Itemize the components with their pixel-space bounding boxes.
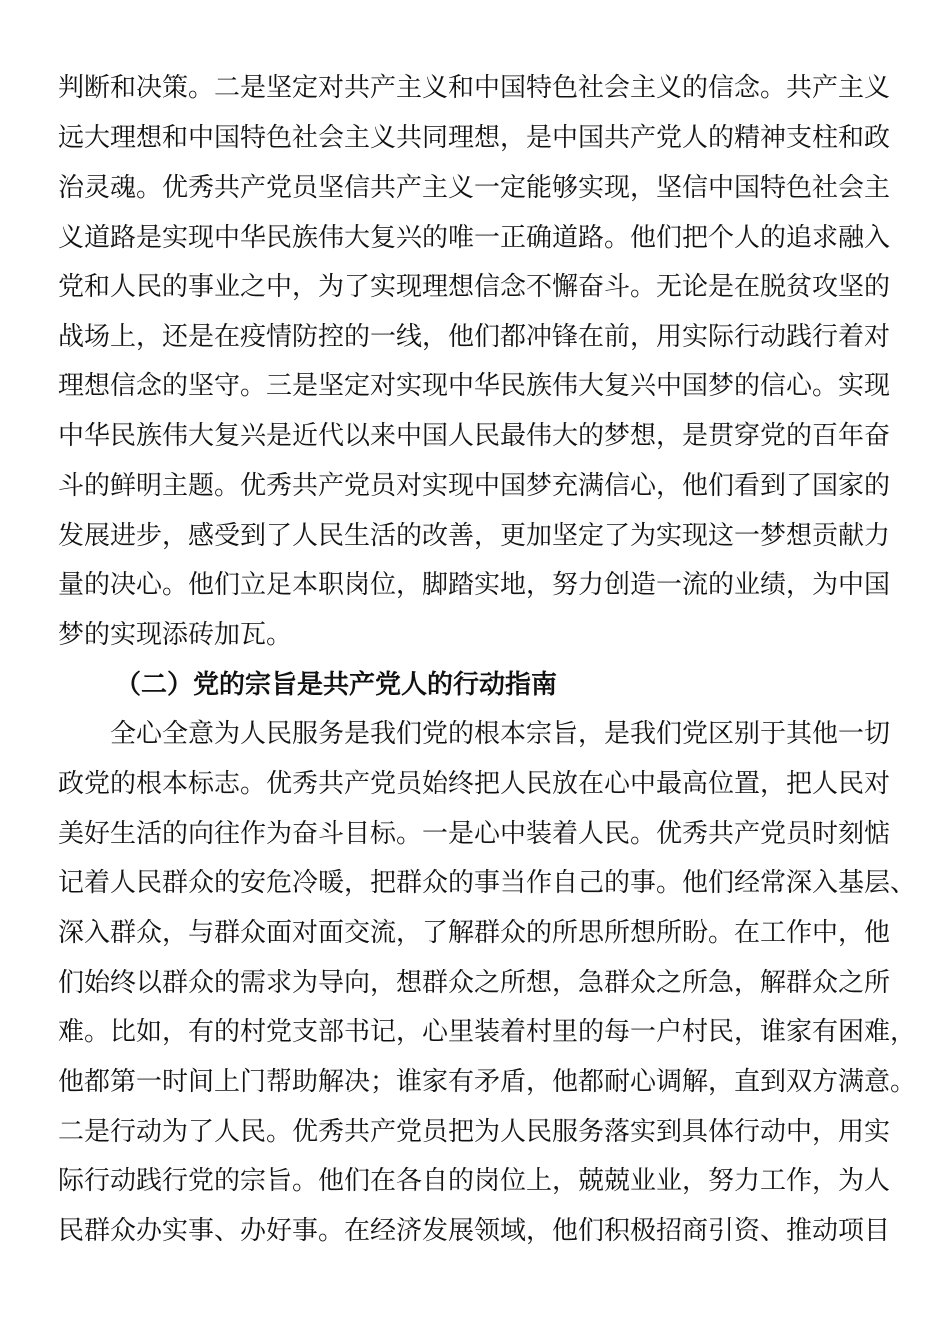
paragraph-line: 量的决心。他们立足本职岗位，脚踏实地，努力创造一流的业绩，为中国 xyxy=(58,570,891,600)
paragraph-line: 美好生活的向往作为奋斗目标。一是心中装着人民。优秀共产党员时刻惦 xyxy=(58,819,891,849)
paragraph-line: 党和人民的事业之中，为了实现理想信念不懈奋斗。无论是在脱贫攻坚的 xyxy=(58,272,891,302)
paragraph-line: 发展进步，感受到了人民生活的改善，更加坚定了为实现这一梦想贡献力 xyxy=(58,521,891,551)
paragraph-line: 中华民族伟大复兴是近代以来中国人民最伟大的梦想，是贯穿党的百年奋 xyxy=(58,421,891,451)
paragraph-line: 理想信念的坚守。三是坚定对实现中华民族伟大复兴中国梦的信心。实现 xyxy=(58,371,891,401)
paragraph-line: 际行动践行党的宗旨。他们在各自的岗位上，兢兢业业，努力工作，为人 xyxy=(58,1166,891,1196)
paragraph-line: 记着人民群众的安危冷暖，把群众的事当作自己的事。他们经常深入基层、 xyxy=(58,868,917,898)
paragraph-line: 梦的实现添砖加瓦。 xyxy=(58,620,293,650)
paragraph-line: 治灵魂。优秀共产党员坚信共产主义一定能够实现，坚信中国特色社会主 xyxy=(58,173,891,203)
section-2-heading: （二）党的宗旨是共产党人的行动指南 xyxy=(115,670,558,700)
paragraph-line: 二是行动为了人民。优秀共产党员把为人民服务落实到具体行动中，用实 xyxy=(58,1117,891,1147)
paragraph-line: 战场上，还是在疫情防控的一线，他们都冲锋在前，用实际行动践行着对 xyxy=(58,322,891,352)
paragraph-line: 斗的鲜明主题。优秀共产党员对实现中国梦充满信心，他们看到了国家的 xyxy=(58,471,891,501)
paragraph-line: 民群众办实事、办好事。在经济发展领域，他们积极招商引资、推动项目 xyxy=(58,1216,891,1246)
paragraph-line: 全心全意为人民服务是我们党的根本宗旨，是我们党区别于其他一切 xyxy=(110,719,891,749)
paragraph-line: 义道路是实现中华民族伟大复兴的唯一正确道路。他们把个人的追求融入 xyxy=(58,223,891,253)
paragraph-line: 判断和决策。二是坚定对共产主义和中国特色社会主义的信念。共产主义 xyxy=(58,73,891,103)
paragraph-line: 深入群众，与群众面对面交流，了解群众的所思所想所盼。在工作中，他 xyxy=(58,918,891,948)
paragraph-line: 政党的根本标志。优秀共产党员始终把人民放在心中最高位置，把人民对 xyxy=(58,769,891,799)
paragraph-line: 们始终以群众的需求为导向，想群众之所想，急群众之所急，解群众之所 xyxy=(58,968,891,998)
paragraph-line: 远大理想和中国特色社会主义共同理想，是中国共产党人的精神支柱和政 xyxy=(58,123,891,153)
paragraph-line: 难。比如，有的村党支部书记，心里装着村里的每一户村民，谁家有困难， xyxy=(58,1017,917,1047)
paragraph-line: 他都第一时间上门帮助解决；谁家有矛盾，他都耐心调解，直到双方满意。 xyxy=(58,1067,917,1097)
